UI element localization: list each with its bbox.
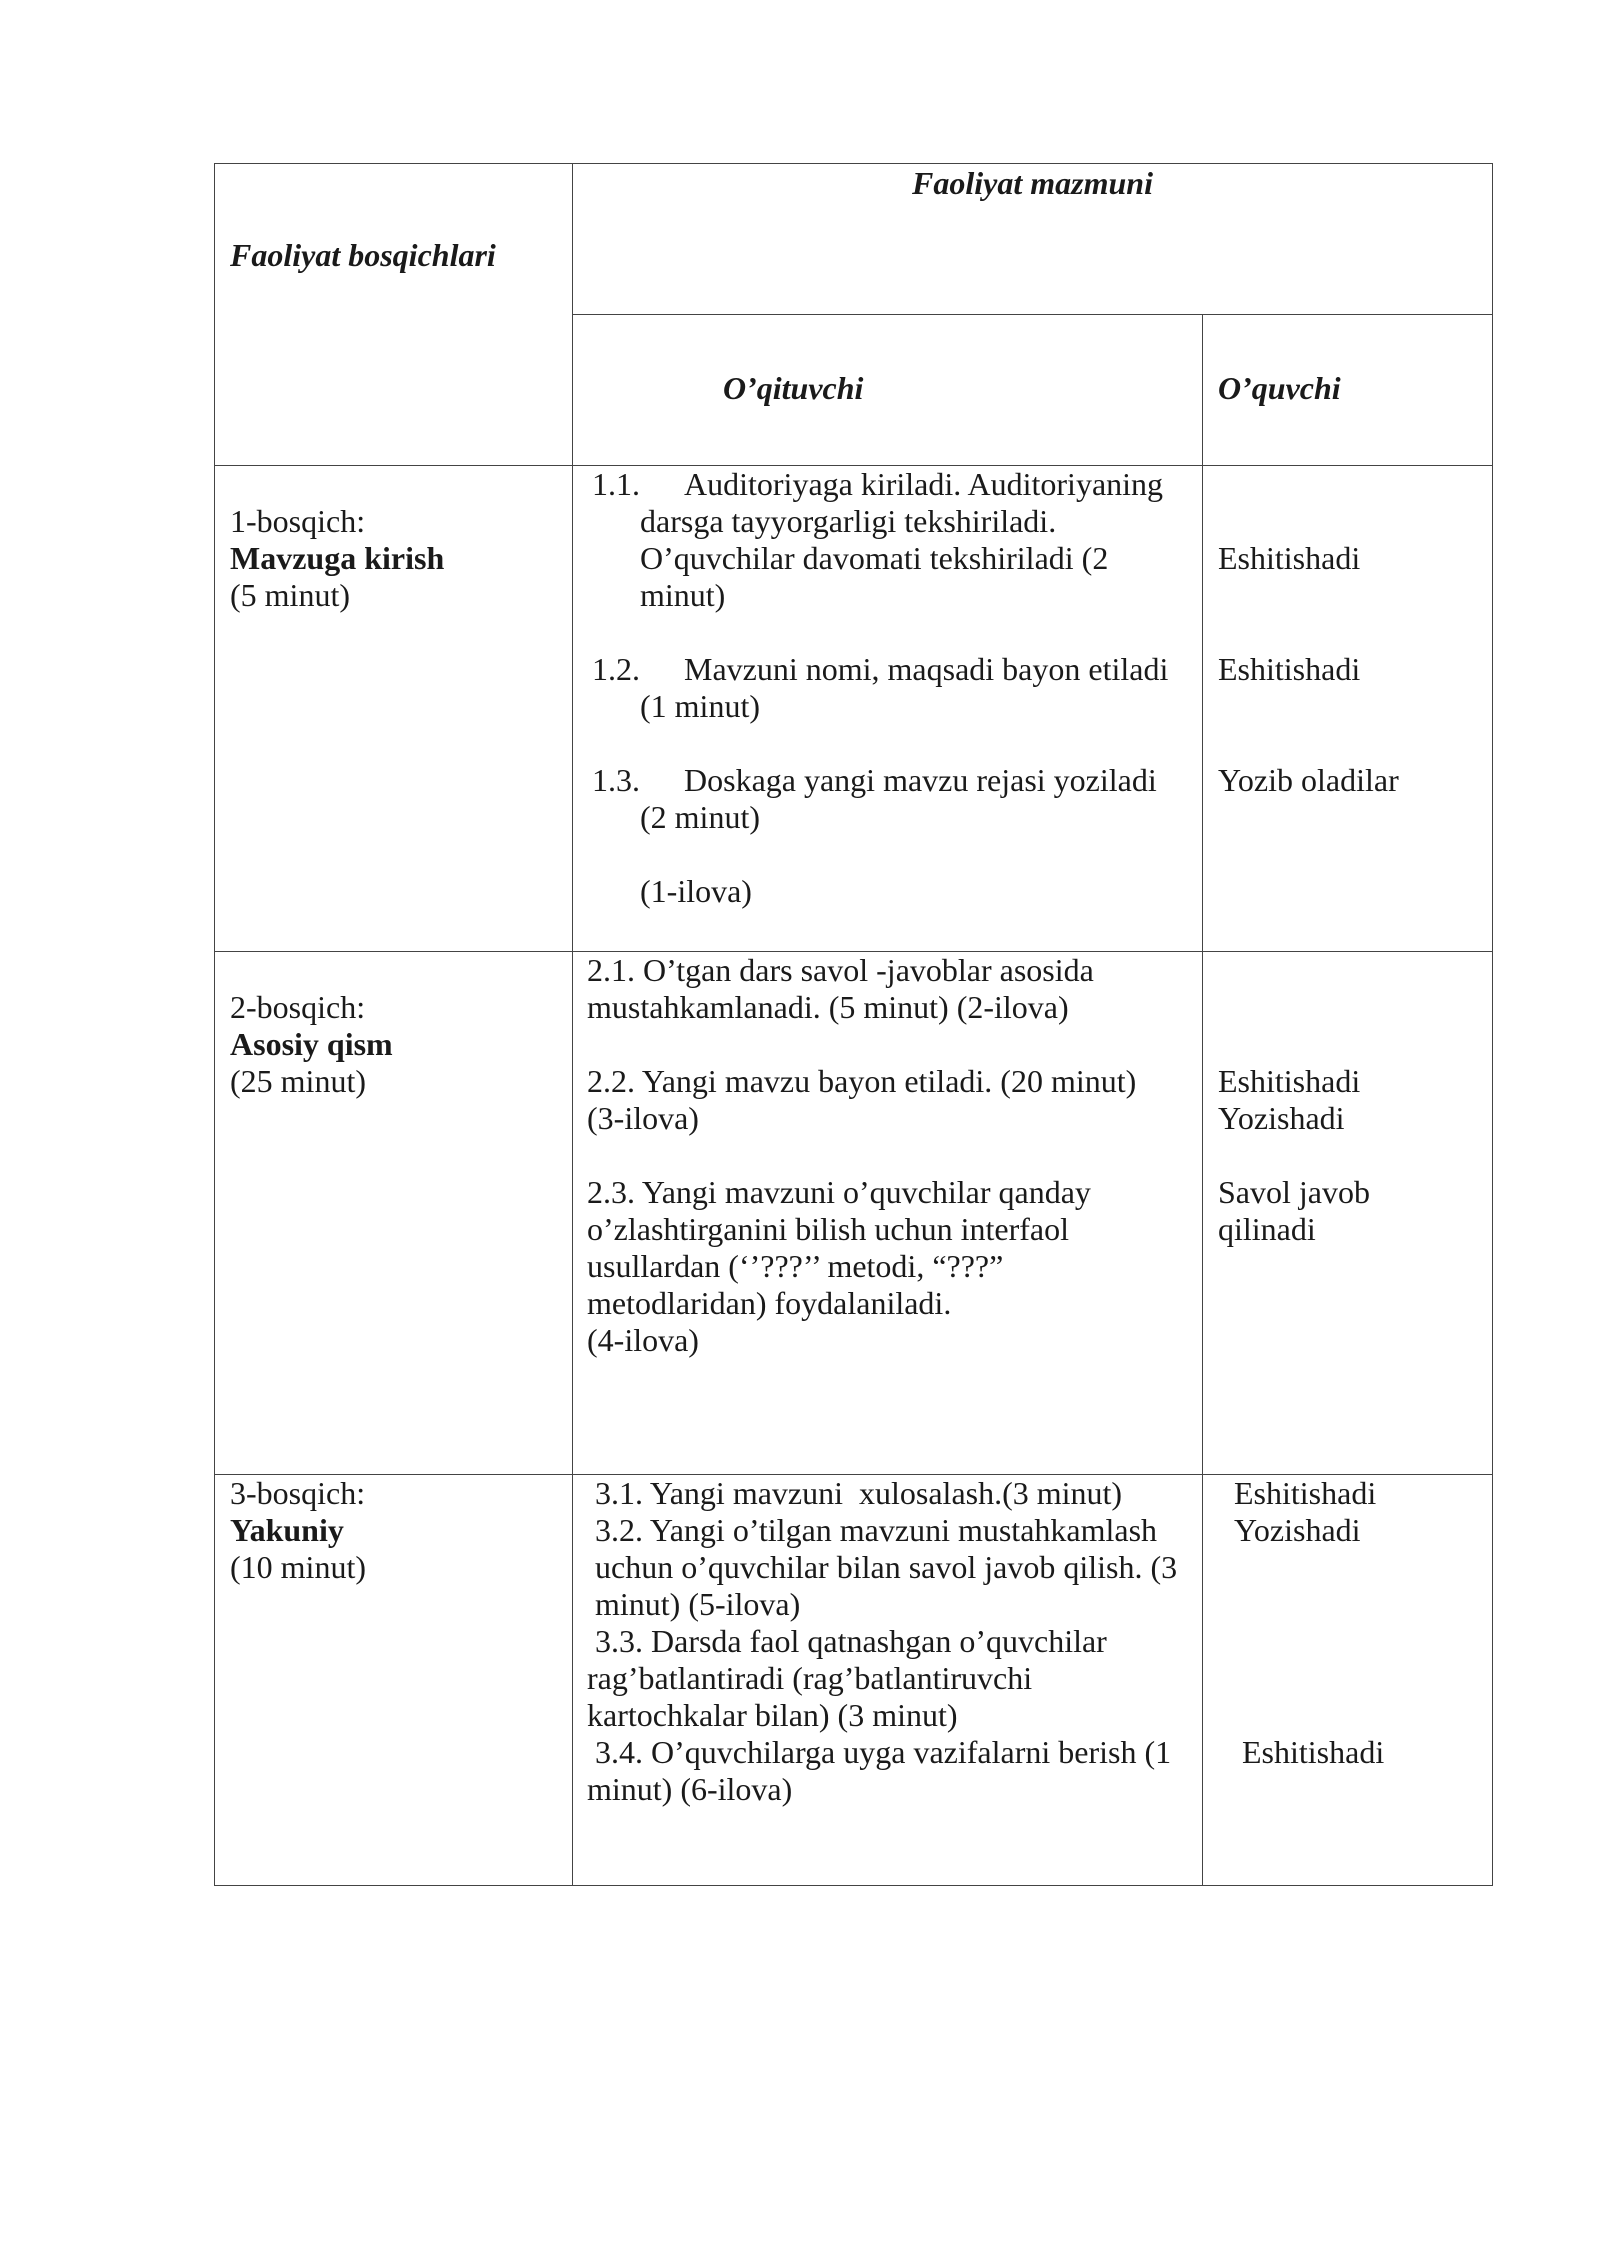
item-line: (4-ilova) bbox=[587, 1322, 699, 1358]
item-line: minut) (5-ilova) bbox=[587, 1586, 801, 1622]
item-line: uchun o’quvchilar bilan savol javob qilish. (3 bbox=[587, 1549, 1178, 1585]
item-line: (1 minut) bbox=[640, 688, 760, 724]
teacher-cell-1 bbox=[573, 466, 1203, 952]
header-teacher-cell bbox=[573, 315, 1203, 466]
header-content-cell bbox=[573, 164, 1493, 315]
item-line: (1-ilova) bbox=[640, 873, 752, 909]
header-student-cell bbox=[1203, 315, 1493, 466]
student-action: Eshitishadi bbox=[1218, 1063, 1361, 1099]
item-line: Mavzuni nomi, maqsadi bayon etiladi bbox=[684, 651, 1169, 687]
item-line: darsga tayyorgarligi tekshiriladi. bbox=[640, 503, 1057, 539]
list-item bbox=[592, 466, 1202, 614]
header-student-label: O’quvchi bbox=[1218, 370, 1341, 406]
stage-title: 3-bosqich: bbox=[230, 1475, 366, 1511]
student-action: Savol javob bbox=[1218, 1174, 1370, 1210]
stage-title: 1-bosqich: bbox=[230, 503, 366, 539]
stage-duration: (5 minut) bbox=[230, 577, 350, 613]
stage-name: Asosiy qism bbox=[230, 1026, 393, 1062]
item-line: 2.1. O’tgan dars savol -javoblar asosida bbox=[587, 952, 1094, 988]
student-action: Yozishadi bbox=[1218, 1100, 1345, 1136]
table-row-stage-3 bbox=[215, 1475, 1493, 1886]
item-line: o’zlashtirganini bilish uchun interfaol bbox=[587, 1211, 1069, 1247]
teacher-cell-2 bbox=[573, 952, 1203, 1475]
item-line: metodlaridan) foydalaniladi. bbox=[587, 1285, 952, 1321]
student-action: Eshitishadi bbox=[1218, 651, 1361, 687]
table-row-stage-1 bbox=[215, 466, 1493, 952]
item-line: 3.3. Darsda faol qatnashgan o’quvchilar bbox=[587, 1623, 1107, 1659]
item-line: kartochkalar bilan) (3 minut) bbox=[587, 1697, 958, 1733]
item-line: 3.2. Yangi o’tilgan mavzuni mustahkamlash bbox=[587, 1512, 1158, 1548]
student-action: Yozishadi bbox=[1234, 1512, 1361, 1548]
item-line: (3-ilova) bbox=[587, 1100, 699, 1136]
header-stages-label: Faoliyat bosqichlari bbox=[230, 237, 496, 273]
stage-title: 2-bosqich: bbox=[230, 989, 366, 1025]
item-line: mustahkamlanadi. (5 minut) (2-ilova) bbox=[587, 989, 1069, 1025]
item-line: rag’batlantiradi (rag’batlantiruvchi bbox=[587, 1660, 1033, 1696]
item-line: Doskaga yangi mavzu rejasi yoziladi bbox=[684, 762, 1157, 798]
item-line: Auditoriyaga kiriladi. Auditoriyaning bbox=[684, 466, 1164, 502]
teacher-cell-3 bbox=[573, 1475, 1203, 1886]
item-line: usullardan (‘’???’’ metodi, “???” bbox=[587, 1248, 1004, 1284]
table-row-stage-2 bbox=[215, 952, 1493, 1475]
student-action: Eshitishadi bbox=[1218, 540, 1361, 576]
student-cell-1 bbox=[1203, 466, 1493, 952]
item-line: (2 minut) bbox=[640, 799, 760, 835]
student-action: Yozib oladilar bbox=[1218, 762, 1399, 798]
stage-duration: (10 minut) bbox=[230, 1549, 366, 1585]
student-action: Eshitishadi bbox=[1242, 1734, 1385, 1770]
item-line: 3.1. Yangi mavzuni xulosalash.(3 minut) bbox=[587, 1475, 1123, 1511]
item-line: O’quvchilar davomati tekshiriladi (2 bbox=[640, 540, 1109, 576]
student-cell-3 bbox=[1203, 1475, 1493, 1886]
list-item bbox=[592, 762, 1202, 910]
student-action: Eshitishadi bbox=[1234, 1475, 1377, 1511]
header-row-top bbox=[215, 164, 1493, 315]
item-number: 1.1. bbox=[592, 466, 640, 502]
item-line: 2.3. Yangi mavzuni o’quvchilar qanday bbox=[587, 1174, 1091, 1210]
student-action: qilinadi bbox=[1218, 1211, 1316, 1247]
header-content-label: Faoliyat mazmuni bbox=[912, 165, 1153, 201]
list-item bbox=[592, 651, 1202, 725]
stage-duration: (25 minut) bbox=[230, 1063, 366, 1099]
stage-name: Yakuniy bbox=[230, 1512, 344, 1548]
stage-cell-3 bbox=[215, 1475, 573, 1886]
student-cell-2 bbox=[1203, 952, 1493, 1475]
stage-name: Mavzuga kirish bbox=[230, 540, 445, 576]
item-line: minut) bbox=[640, 577, 726, 613]
header-teacher-label: O’qituvchi bbox=[723, 370, 864, 406]
item-line: minut) (6-ilova) bbox=[587, 1771, 793, 1807]
item-line: 2.2. Yangi mavzu bayon etiladi. (20 minut) bbox=[587, 1063, 1137, 1099]
item-line: 3.4. O’quvchilarga uyga vazifalarni berish (1 bbox=[587, 1734, 1172, 1770]
item-number: 1.3. bbox=[592, 762, 640, 798]
lesson-plan-table bbox=[214, 163, 1493, 1886]
stage-cell-1 bbox=[215, 466, 573, 952]
header-stages-cell bbox=[215, 164, 573, 466]
stage-cell-2 bbox=[215, 952, 573, 1475]
item-number: 1.2. bbox=[592, 651, 640, 687]
